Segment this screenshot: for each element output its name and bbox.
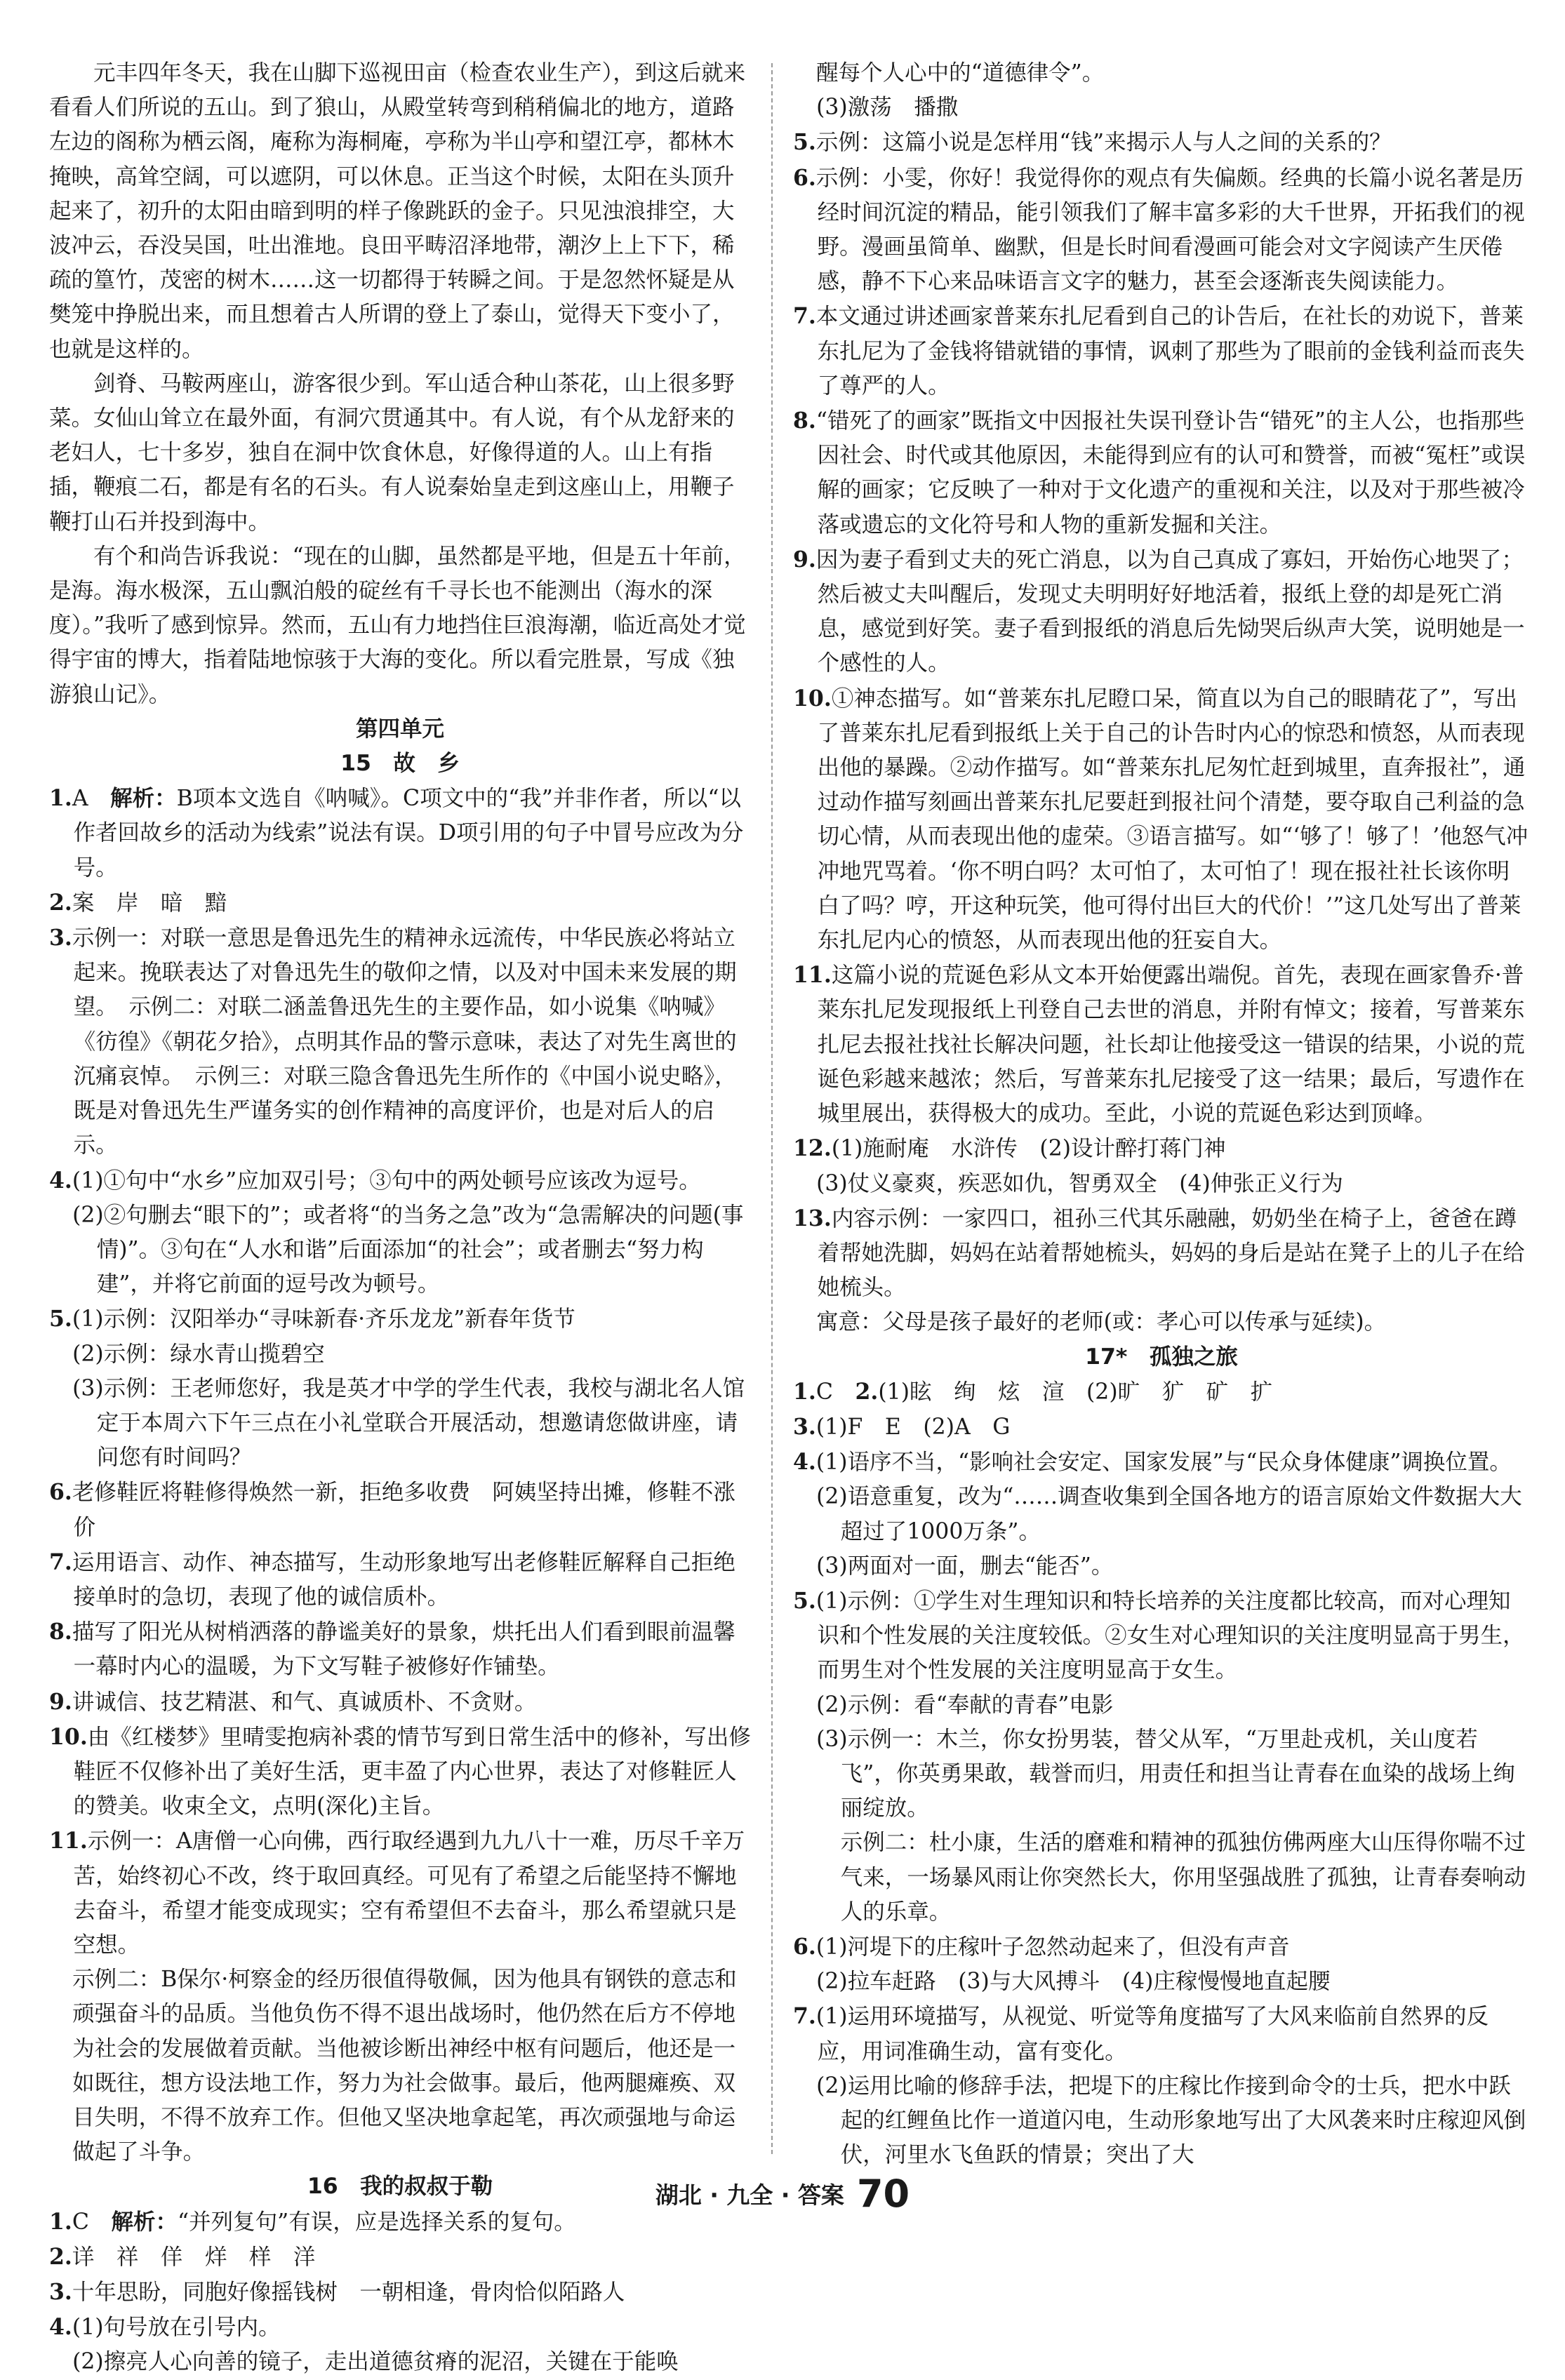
right-column xyxy=(793,56,1530,2172)
answer-item: 1.C 2.(1)眩 绚 炫 渲 (2)旷 犷 矿 扩 xyxy=(793,1378,1273,1405)
answer-continuation: 醒每个人心中的“道德律令”。 xyxy=(816,60,1105,86)
answer-subitem: (2)擦亮人心向善的镜子，走出道德贫瘠的泥沼，关键在于能唤 xyxy=(72,2349,679,2375)
answer-subitem: 示例二：杜小康，生活的磨难和精神的孤独仿佛两座大山压得你喘不过气来，一场暴风雨让你突然长大，你用坚强战胜了孤独，让青春奏响动人的乐章。 xyxy=(840,1830,1526,1925)
answer-item: 8.描写了阳光从树梢洒落的静谧美好的景象，烘托出人们看到眼前温馨一幕时内心的温暖，为下文写鞋子被修好作铺垫。 xyxy=(49,1619,735,1680)
answer-item: 10.由《红楼梦》里晴雯抱病补裘的情节写到日常生活中的修补，写出修鞋匠不仅修补出了美好生活，更丰盈了内心世界，表达了对修鞋匠人的赞美。收束全文，点明(深化)主旨。 xyxy=(49,1723,751,1819)
lesson-title: 16 我的叔叔于勒 xyxy=(307,2174,493,2200)
answer-subitem: (2)示例：看“奉献的青春”电影 xyxy=(816,1692,1114,1718)
answer-item: 2.案 岸 暗 黯 xyxy=(49,889,227,916)
answer-subitem: 示例二：B保尔·柯察金的经历很值得敬佩，因为他具有钢铁的意志和顽强奋斗的品质。当他负伤不得不退出战场时，他仍然在后方不停地为社会的发展做着贡献。当他被诊断出神经中枢有问题后，他还是一如既往，想方设法地工作，努力为社会做事。最后，他两腿瘫痪、双目失明，不得不放弃工作。但他又坚决地拿起笔，再次顽强地与命运做起了斗争。 xyxy=(72,1967,737,2165)
answer-item: 9.讲诚信、技艺精湛、和气、真诚质朴、不贪财。 xyxy=(49,1688,537,1715)
answer-item: 5.示例：这篇小说是怎样用“钱”来揭示人与人之间的关系的？ xyxy=(793,129,1392,156)
answer-item: 13.内容示例：一家四口，祖孙三代其乐融融，奶奶坐在椅子上，爸爸在蹲着帮她洗脚，妈妈在站着帮她梳头，妈妈的身后是站在凳子上的儿子在给她梳头。 xyxy=(793,1205,1525,1301)
answer-subitem: (3)两面对一面，删去“能否”。 xyxy=(816,1553,1114,1579)
answer-subitem: (2)运用比喻的修辞手法，把堤下的庄稼比作接到命令的士兵，把水中跃起的红鲤鱼比作一道道闪电，生动形象地写出了大风袭来时庄稼迎风倒伏，河里水飞鱼跃的情景；突出了大 xyxy=(816,2073,1526,2168)
translation-paragraph: 剑脊、马鞍两座山，游客很少到。军山适合种山茶花，山上很多野菜。女仙山耸立在最外面，有洞穴贯通其中。有人说，有个从龙舒来的老妇人，七十多岁，独自在洞中饮食休息，好像得道的人。山上有指插，鞭痕二石，都是有名的石头。有人说秦始皇走到这座山上，用鞭子鞭打山石并投到海中。 xyxy=(49,370,735,535)
answer-subitem: 寓意：父母是孩子最好的老师(或：孝心可以传承与延续)。 xyxy=(816,1309,1387,1335)
answer-item: 5.(1)示例：汉阳举办“寻味新春·齐乐龙龙”新春年货节 xyxy=(49,1306,575,1332)
answer-item: 1.C 解析：“并列复句”有误，应是选择关系的复句。 xyxy=(49,2208,576,2235)
answer-item: 3.十年思盼，同胞好像摇钱树 一朝相逢，骨肉恰似陌路人 xyxy=(49,2279,625,2305)
page-footer xyxy=(0,2172,1565,2216)
lesson-title: 15 故 乡 xyxy=(340,751,460,777)
answer-subitem: (3)仗义豪爽，疾恶如仇，智勇双全 (4)伸张正义行为 xyxy=(816,1170,1343,1196)
answer-item: 6.老修鞋匠将鞋修得焕然一新，拒绝多收费 阿姨坚持出摊，修鞋不涨价 xyxy=(49,1479,735,1540)
answer-subitem: (3)示例一：木兰，你女扮男装，替父从军，“万里赴戎机，关山度若飞”，你英勇果敢，载誉而归，用责任和担当让青春在血染的战场上绚丽绽放。 xyxy=(816,1726,1515,1821)
answer-item: 4.(1)语序不当，“影响社会安定、国家发展”与“民众身体健康”调换位置。 xyxy=(793,1449,1512,1476)
left-column xyxy=(49,56,751,2380)
answer-subitem: (3)示例：王老师您好，我是英才中学的学生代表，我校与湖北名人馆定于本周六下午三点在小礼堂联合开展活动，想邀请您做讲座，请问您有时间吗？ xyxy=(72,1375,745,1471)
answer-item: 4.(1)①句中“水乡”应加双引号；③句中的两处顿号应该改为逗号。 xyxy=(49,1167,701,1194)
answer-item: 5.(1)示例：①学生对生理知识和特长培养的关注度都比较高，而对心理知识和个性发展的关注度较低。②女生对心理知识的关注度明显高于男生，而男生对个性发展的关注度明显高于女生。 xyxy=(793,1587,1525,1683)
answer-item: 7.运用语言、动作、神态描写，生动形象地写出老修鞋匠解释自己拒绝接单时的急切，表现了他的诚信质朴。 xyxy=(49,1549,735,1610)
answer-item: 8.“错死了的画家”既指文中因报社失误刊登讣告“错死”的主人公，也指那些因社会、时代或其他原因，未能得到应有的认可和赞誉，而被“冤枉”或误解的画家；它反映了一种对于文化遗产的重视和关注，以及对于那些被冷落或遗忘的文化符号和人物的重新发掘和关注。 xyxy=(793,408,1526,537)
translation-paragraph: 有个和尚告诉我说：“现在的山脚，虽然都是平地，但是五十年前，是海。海水极深，五山飘泊般的碇丝有千寻长也不能测出（海水的深度）。”我听了感到惊异。然而，五山有力地挡住巨浪海潮，临近高处才觉得宇宙的博大，指着陆地惊骇于大海的变化。所以看完胜景，写成《独游狼山记》。 xyxy=(49,543,746,707)
answer-item: 6.示例：小雯，你好！我觉得你的观点有失偏颇。经典的长篇小说名著是历经时间沉淀的精品，能引领我们了解丰富多彩的大千世界，开拓我们的视野。漫画虽简单、幽默，但是长时间看漫画可能会对文字阅读产生厌倦感，静不下心来品味语言文字的魅力，甚至会逐渐丧失阅读能力。 xyxy=(793,164,1525,295)
answer-item: 6.(1)河堤下的庄稼叶子忽然动起来了，但没有声音 xyxy=(793,1933,1290,1960)
answer-subitem: (3)激荡 播撒 xyxy=(816,95,959,121)
lesson-title: 17* 孤独之旅 xyxy=(1085,1344,1238,1370)
answer-item: 3.示例一：对联一意思是鲁迅先生的精神永远流传，中华民族必将站立起来。挽联表达了对鲁迅先生的敬仰之情，以及对中国未来发展的期望。 示例二：对联二涵盖鲁迅先生的主要作品，如小说集《呐喊》《彷徨》《朝花夕拾》，点明其作品的警示意味，表达了对先生离世的沉痛哀悼。 示例三：对联三隐含鲁迅先生所作的《中国小说史略》，既是对鲁迅先生严谨务实的创作精神的高度评价，也是对后人的启示。 xyxy=(49,925,737,1158)
answer-subitem: (2)示例：绿水青山揽碧空 xyxy=(72,1341,325,1367)
answer-subitem: (2)语意重复，改为“……调查收集到全国各地方的语言原始文件数据大大超过了1000万条”。 xyxy=(816,1484,1522,1544)
answer-item: 2.详 祥 佯 烊 样 洋 xyxy=(49,2243,316,2270)
answer-item: 7.(1)运用环境描写，从视觉、听觉等角度描写了大风来临前自然界的反应，用词准确生动，富有变化。 xyxy=(793,2003,1489,2064)
answer-item: 11.示例一：A唐僧一心向佛，西行取经遇到九九八十一难，历尽千辛万苦，始终初心不改，终于取回真经。可见有了希望之后能坚持不懈地去奋斗，希望才能变成现实；空有希望但不去奋斗，那么希望就只是空想。 xyxy=(49,1828,745,1958)
answer-subitem: (2)拉车赶路 (3)与大风搏斗 (4)庄稼慢慢地直起腰 xyxy=(816,1969,1331,1995)
answer-item: 12.(1)施耐庵 水浒传 (2)设计醉打蒋门神 xyxy=(793,1135,1226,1162)
page-number: 70 xyxy=(856,2172,910,2216)
unit-title: 第四单元 xyxy=(355,716,444,742)
answer-subitem: (2)②句删去“眼下的”；或者将“的当务之急”改为“急需解决的问题(事情)”。③句在“人水和谐”后面添加“的社会”；或者删去“努力构建”，并将它前面的逗号改为顿号。 xyxy=(72,1202,744,1297)
answer-item: 7.本文通过讲述画家普莱东扎尼看到自己的讣告后，在社长的劝说下，普莱东扎尼为了金钱将错就错的事情，讽刺了那些为了眼前的金钱利益而丧失了尊严的人。 xyxy=(793,303,1525,399)
answer-item: 1.A 解析：B项本文选自《呐喊》。C项文中的“我”并非作者，所以“以作者回故乡的活动为线索”说法有误。D项引用的句子中冒号应改为分号。 xyxy=(49,785,744,881)
answer-item: 4.(1)句号放在引号内。 xyxy=(49,2314,281,2341)
answer-item: 9.因为妻子看到丈夫的死亡消息，以为自己真成了寡妇，开始伤心地哭了；然后被丈夫叫醒后，发现丈夫明明好好地活着，报纸上登的却是死亡消息，感觉到好笑。妻子看到报纸的消息后先恸哭后纵声大笑，说明她是一个感性的人。 xyxy=(793,546,1525,676)
translation-paragraph: 元丰四年冬天，我在山脚下巡视田亩（检查农业生产），到这后就来看看人们所说的五山。到了狼山，从殿堂转弯到稍稍偏北的地方，道路左边的阁称为栖云阁，庵称为海桐庵，亭称为半山亭和望江亭，都林木掩映，高耸空阔，可以遮阴，可以休息。正当这个时候，太阳在头顶升起来了，初升的太阳由暗到明的样子像跳跃的金子。只见浊浪排空，大波冲云，吞没吴国，吐出淮地。良田平畴沼泽地带，潮汐上上下下，稀疏的篁竹，茂密的树木……这一切都得于转瞬之间。于是忽然怀疑是从樊笼中挣脱出来，而且想着古人所谓的登上了泰山，觉得天下变小了，也就是这样的。 xyxy=(49,60,746,362)
footer-label: 湖北 · 九全 · 答案 xyxy=(655,2181,844,2209)
answer-item: 3.(1)F E (2)A G xyxy=(793,1413,1011,1440)
answer-item: 10.①神态描写。如“普莱东扎尼瞪口呆，简直以为自己的眼睛花了”，写出了普莱东扎尼看到报纸上关于自己的讣告时内心的惊恐和愤怒，从而表现出他的暴躁。②动作描写。如“普莱东扎尼匆忙赶到城里，直奔报社”，通过动作描写刻画出普莱东扎尼要赶到报社问个清楚，要夺取自己利益的急切心情，从而表现出他的虚荣。③语言描写。如“‘够了！够了！’他怒气冲冲地咒骂着。‘你不明白吗？太可怕了，太可怕了！现在报社社长该你明白了吗？哼，开这种玩笑，他可得付出巨大的代价！’”这几处写出了普莱东扎尼内心的愤怒，从而表现出他的狂妄自大。 xyxy=(793,685,1529,954)
column-divider xyxy=(771,63,773,2154)
answer-item: 11.这篇小说的荒诞色彩从文本开始便露出端倪。首先，表现在画家鲁乔·普莱东扎尼发现报纸上刊登自己去世的消息，并附有悼文；接着，写普莱东扎尼去报社找社长解决问题，社长却让他接受这一错误的结果，小说的荒诞色彩越来越浓；然后，写普莱东扎尼接受了这一结果；最后，写遗作在城里展出，获得极大的成功。至此，小说的荒诞色彩达到顶峰。 xyxy=(793,962,1525,1127)
